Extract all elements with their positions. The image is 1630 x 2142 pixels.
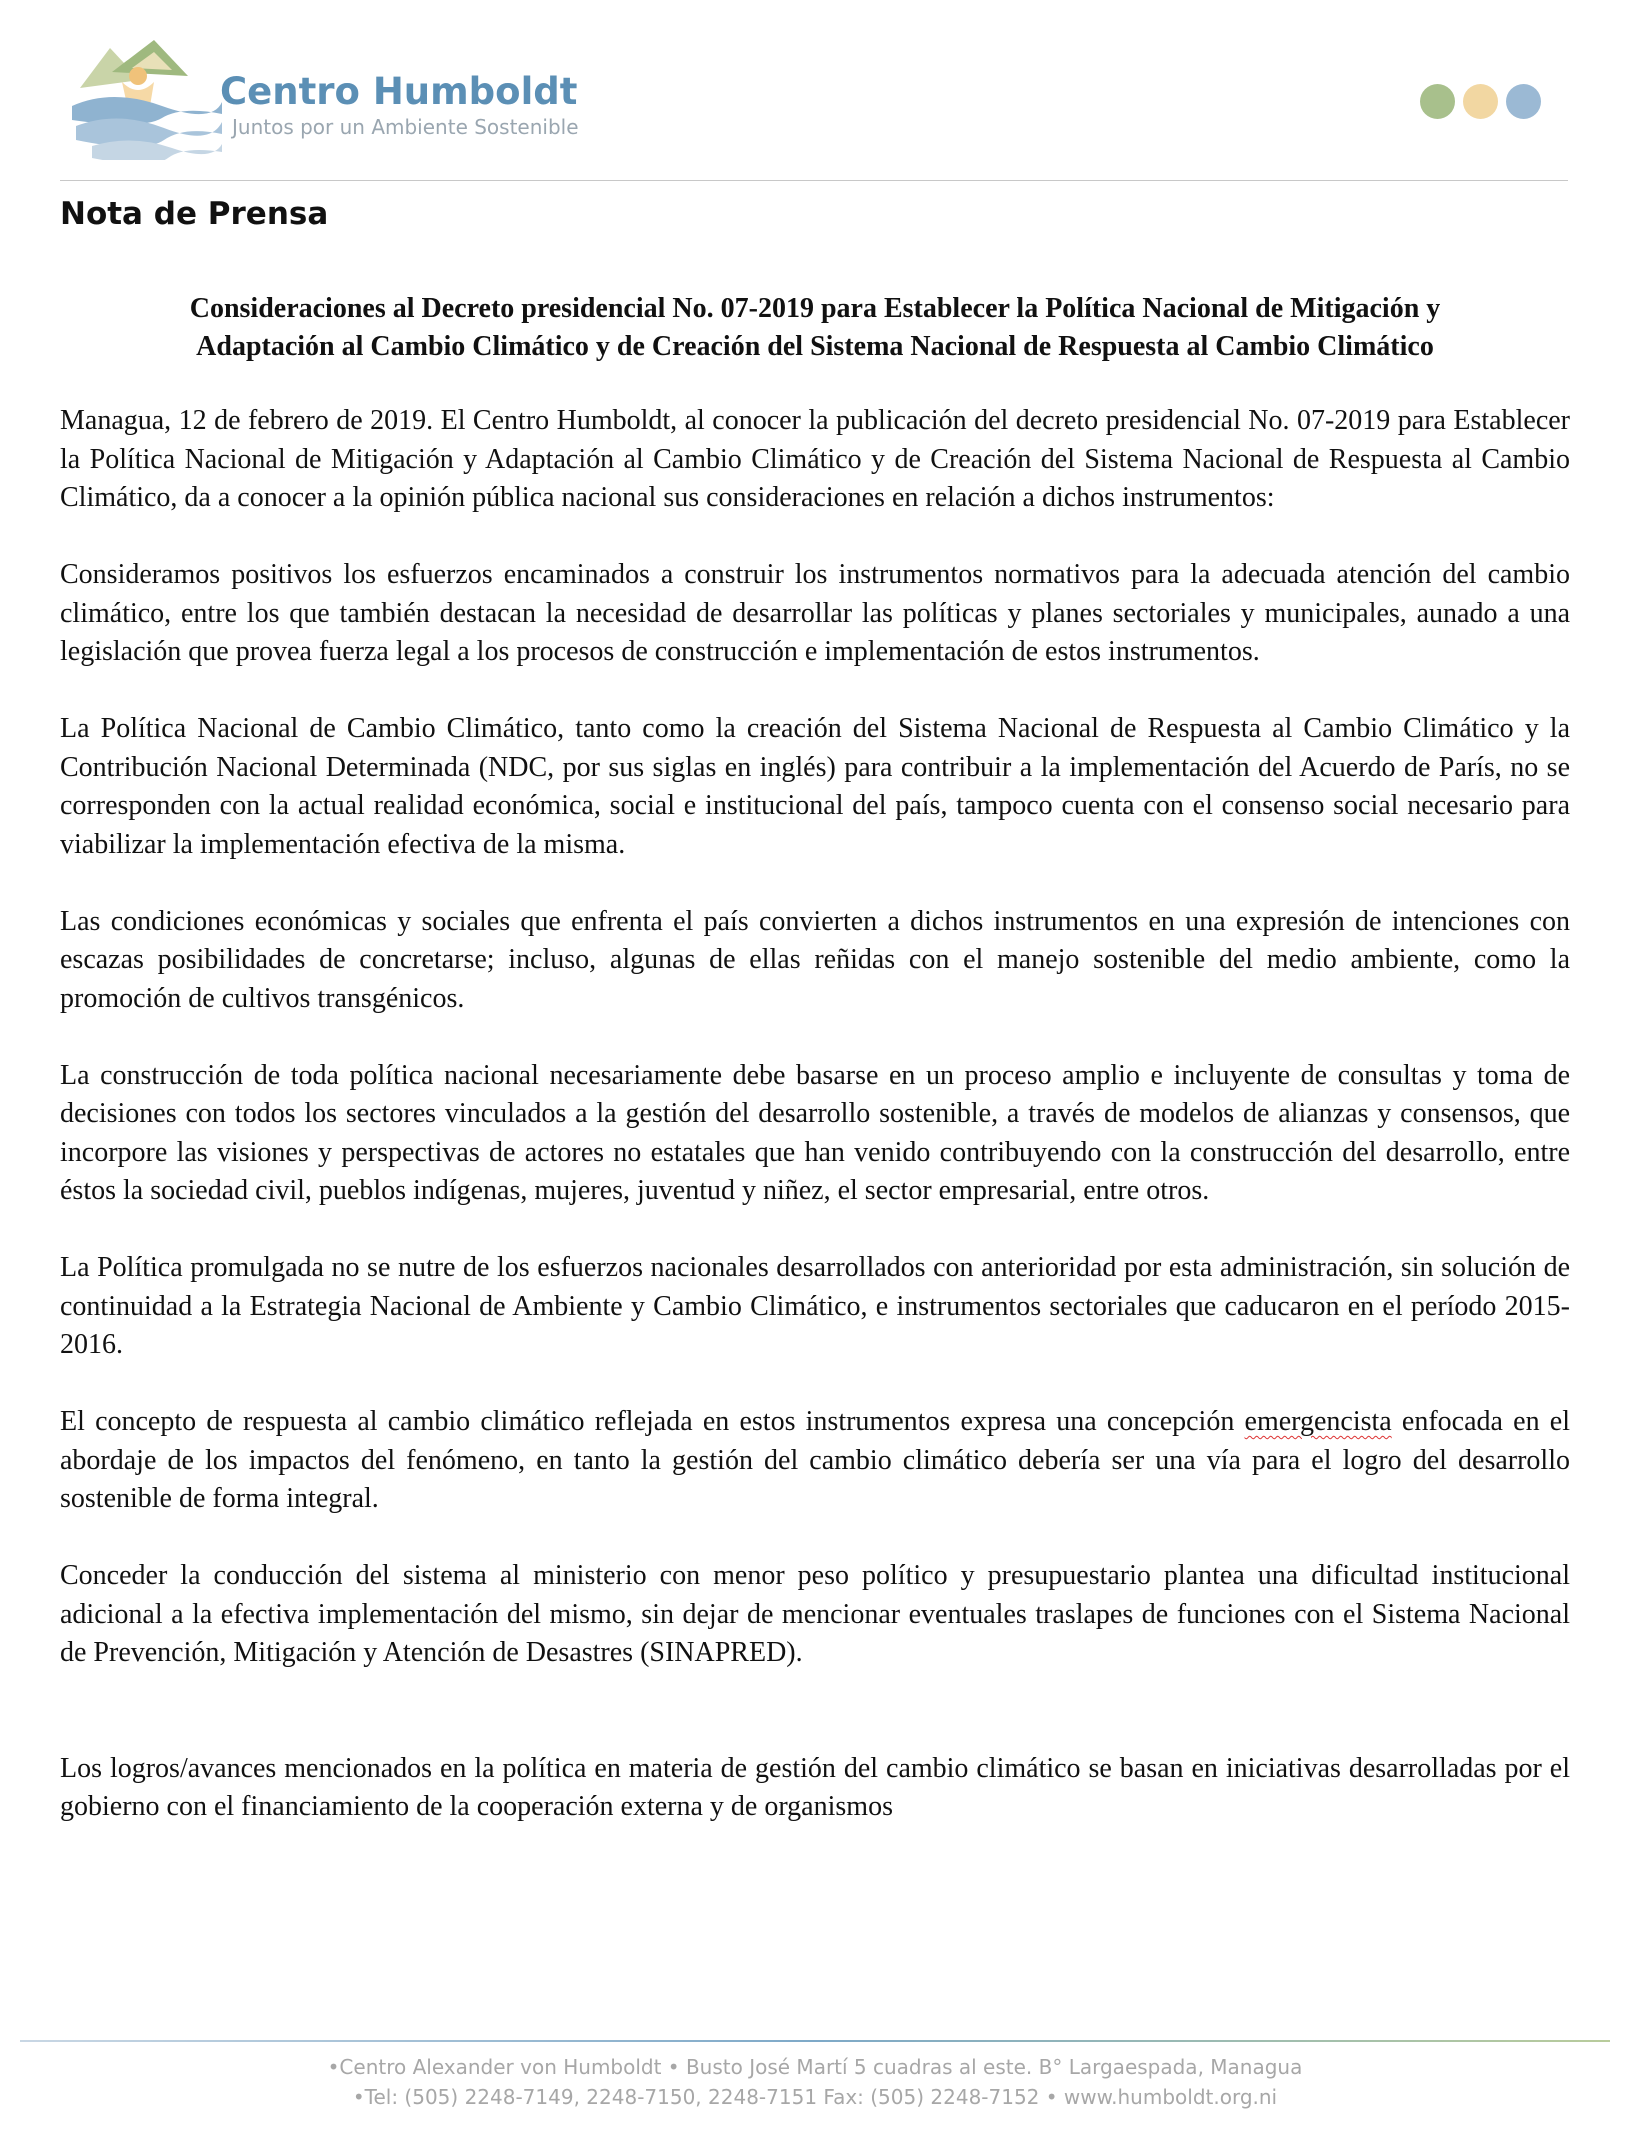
logo-emblem-icon <box>72 40 222 160</box>
yellow-dot-icon <box>1463 84 1498 119</box>
title-line-2: Adaptación al Cambio Climático y de Creación del Sistema Nacional de Respuesta al Cambio Climático <box>196 331 1434 362</box>
footer-contact <box>0 2052 1630 2112</box>
paragraph-9: Los logros/avances mencionados en la política en materia de gestión del cambio climático se basan en iniciativas desarrolladas por el gobierno con el financiamiento de la cooperación externa y de organismos <box>60 1752 1570 1822</box>
paragraph-7-end: enfocada en el abordaje de los impactos del fenómeno, en tanto la gestión del cambio climático debería ser una vía para el logro del desarrollo sostenible de forma integral. <box>60 1406 1570 1514</box>
footer-address: •Centro Alexander von Humboldt • Busto José Martí 5 cuadras al este. B° Largaespada, Managua <box>327 2055 1303 2079</box>
footer-divider <box>20 2040 1610 2042</box>
document-body <box>60 402 1570 1865</box>
paragraph-8: Conceder la conducción del sistema al ministerio con menor peso político y presupuestario plantea una dificultad institucional adicional a la efectiva implementación del mismo, sin dejar de mencionar eventuales traslapes de funciones con el Sistema Nacional de Prevención, Mitigación y Atención de Desastres (SINAPRED). <box>60 1560 1570 1668</box>
green-dot-icon <box>1420 84 1455 119</box>
paragraph-5: La construcción de toda política nacional necesariamente debe basarse en un proceso amplio e incluyente de consultas y toma de decisiones con todos los sectores vinculados a la gestión del desarrollo sostenible, a través de modelos de alianzas y consensos, que incorpore las visiones y perspectivas de actores no estatales que han venido contribuyendo con la construcción del desarrollo, entre éstos la sociedad civil, pueblos indígenas, mujeres, juventud y niñez, el sector empresarial, entre otros. <box>60 1059 1570 1206</box>
paragraph-6: La Política promulgada no se nutre de los esfuerzos nacionales desarrollados con anterioridad por esta administración, sin solución de continuidad a la Estrategia Nacional de Ambiente y Cambio Climático, e instrumentos sectoriales que caducaron en el período 2015-2016. <box>60 1252 1570 1360</box>
blue-dot-icon <box>1506 84 1541 119</box>
paragraph-7 <box>60 1403 1570 1519</box>
org-tagline: Juntos por un Ambiente Sostenible <box>232 115 579 139</box>
document-title <box>60 290 1570 366</box>
paragraph-7-start: El concepto de respuesta al cambio climático reflejada en estos instrumentos expresa una concepción <box>60 1406 1245 1437</box>
paragraph-3: La Política Nacional de Cambio Climático, tanto como la creación del Sistema Nacional de Respuesta al Cambio Climático y la Contribución Nacional Determinada (NDC, por sus siglas en inglés) para contribuir a la implementación del Acuerdo de París, no se corresponden con la actual realidad económica, social e institucional del país, tampoco cuenta con el consenso social necesario para viabilizar la implementación efectiva de la misma. <box>60 713 1570 860</box>
header-divider <box>60 180 1568 181</box>
document-type: Nota de Prensa <box>60 196 329 232</box>
centro-humboldt-logo <box>72 40 592 160</box>
footer-phone-web: •Tel: (505) 2248-7149, 2248-7150, 2248-7151 Fax: (505) 2248-7152 • www.humboldt.org.ni <box>352 2085 1278 2109</box>
spellcheck-flagged-word: emergencista <box>1244 1406 1392 1437</box>
paragraph-2: Consideramos positivos los esfuerzos encaminados a construir los instrumentos normativos para la adecuada atención del cambio climático, entre los que también destacan la necesidad de desarrollar las políticas y planes sectoriales y municipales, aunado a una legislación que provea fuerza legal a los procesos de construcción e implementación de estos instrumentos. <box>60 559 1570 667</box>
paragraph-4: Las condiciones económicas y sociales que enfrenta el país convierten a dichos instrumentos en una expresión de intenciones con escazas posibilidades de concretarse; incluso, algunas de ellas reñidas con el manejo sostenible del medio ambiente, como la promoción de cultivos transgénicos. <box>60 905 1570 1014</box>
title-line-1: Consideraciones al Decreto presidencial No. 07-2019 para Establecer la Política Nacional de Mitigación y <box>189 293 1441 324</box>
org-name: Centro Humboldt <box>220 70 578 113</box>
paragraph-1: Managua, 12 de febrero de 2019. El Centro Humboldt, al conocer la publicación del decreto presidencial No. 07-2019 para Establecer la Política Nacional de Mitigación y Adaptación al Cambio Climático y de Creación del Sistema Nacional de Respuesta al Cambio Climático, da a conocer a la opinión pública nacional sus consideraciones en relación a dichos instrumentos: <box>60 405 1570 513</box>
